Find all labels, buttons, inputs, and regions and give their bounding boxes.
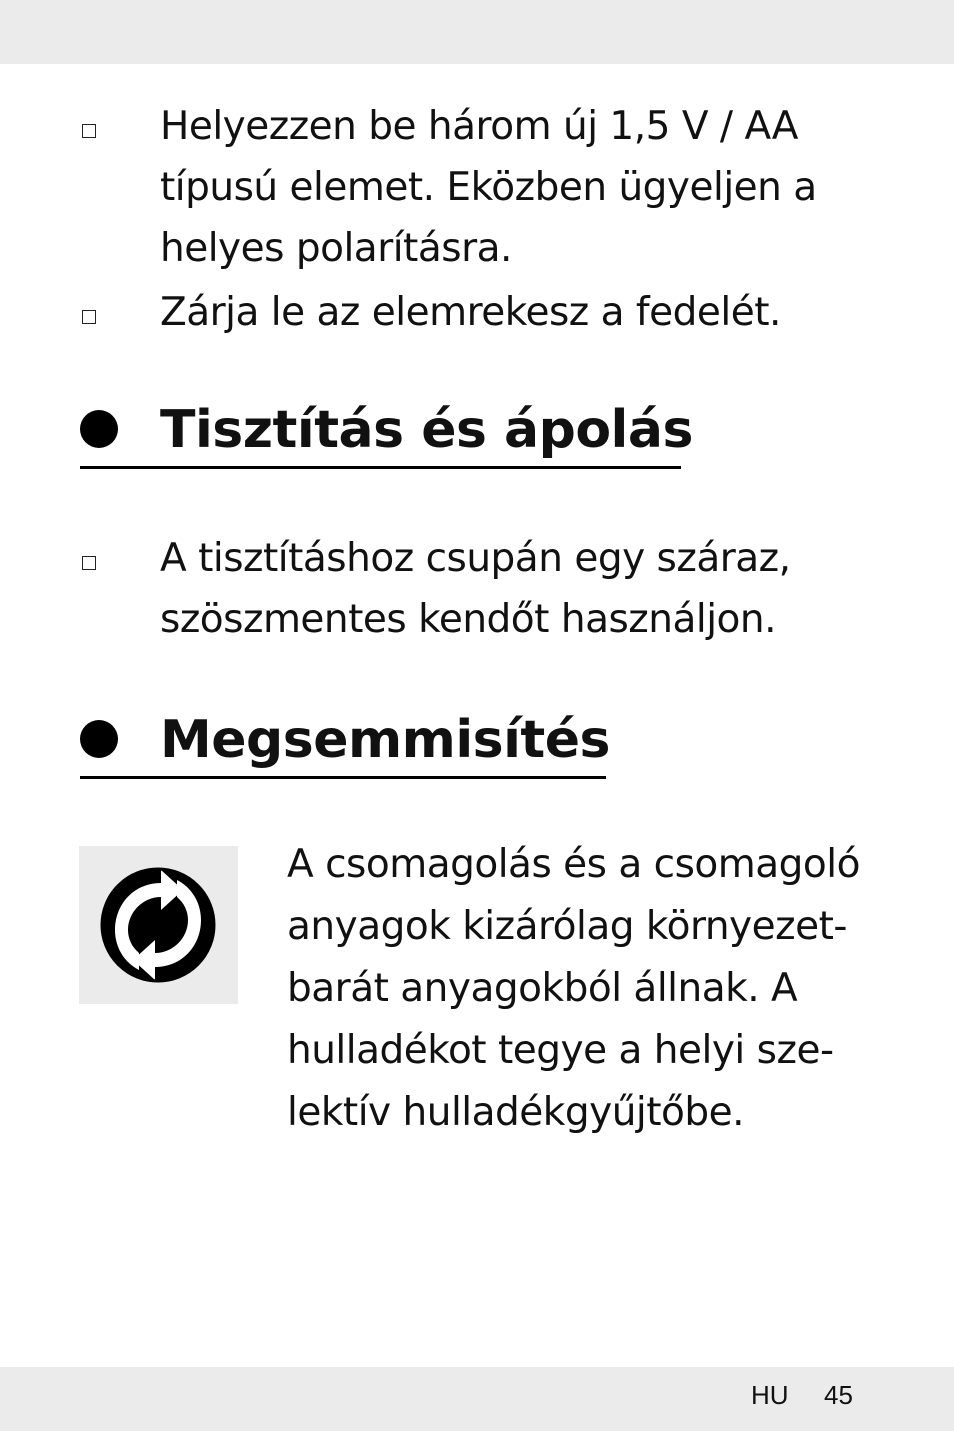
step-line: szöszmentes kendőt használjon. bbox=[160, 597, 777, 642]
disposal-paragraph bbox=[287, 834, 887, 1144]
step-text bbox=[160, 528, 860, 650]
paragraph-line: anyagok kizárólag környezet- bbox=[287, 904, 847, 949]
checkbox-bullet-icon bbox=[82, 556, 96, 570]
footer-language: HU bbox=[751, 1380, 789, 1410]
heading-underline bbox=[80, 466, 681, 469]
heading-title: Megsemmisítés bbox=[160, 710, 610, 770]
step-line: típusú elemet. Eközben ügyeljen a bbox=[160, 165, 817, 210]
step-text bbox=[160, 282, 860, 343]
paragraph-line: hulladékot tegye a helyi sze- bbox=[287, 1028, 834, 1073]
step-line: A tisztításhoz csupán egy száraz, bbox=[160, 536, 791, 581]
checkbox-bullet-icon bbox=[82, 124, 96, 138]
page-number: 45 bbox=[824, 1380, 853, 1410]
paragraph-line: A csomagolás és a csomagoló bbox=[287, 842, 860, 887]
top-margin-band bbox=[0, 0, 954, 64]
heading-title: Tisztítás és ápolás bbox=[160, 400, 693, 460]
heading-bullet-icon bbox=[80, 720, 118, 758]
paragraph-line: barát anyagokból állnak. A bbox=[287, 966, 798, 1011]
heading-bullet-icon bbox=[80, 410, 118, 448]
step-line: helyes polarításra. bbox=[160, 226, 512, 271]
checkbox-bullet-icon bbox=[82, 310, 96, 324]
green-dot-recycling-icon bbox=[79, 846, 238, 1004]
heading-underline bbox=[80, 776, 606, 779]
step-line: Helyezzen be három új 1,5 V / AA bbox=[160, 104, 798, 149]
step-text bbox=[160, 96, 860, 279]
paragraph-line: lektív hulladékgyűjtőbe. bbox=[287, 1090, 745, 1135]
footer-band bbox=[0, 1367, 954, 1431]
step-line: Zárja le az elemrekesz a fedelét. bbox=[160, 290, 781, 335]
